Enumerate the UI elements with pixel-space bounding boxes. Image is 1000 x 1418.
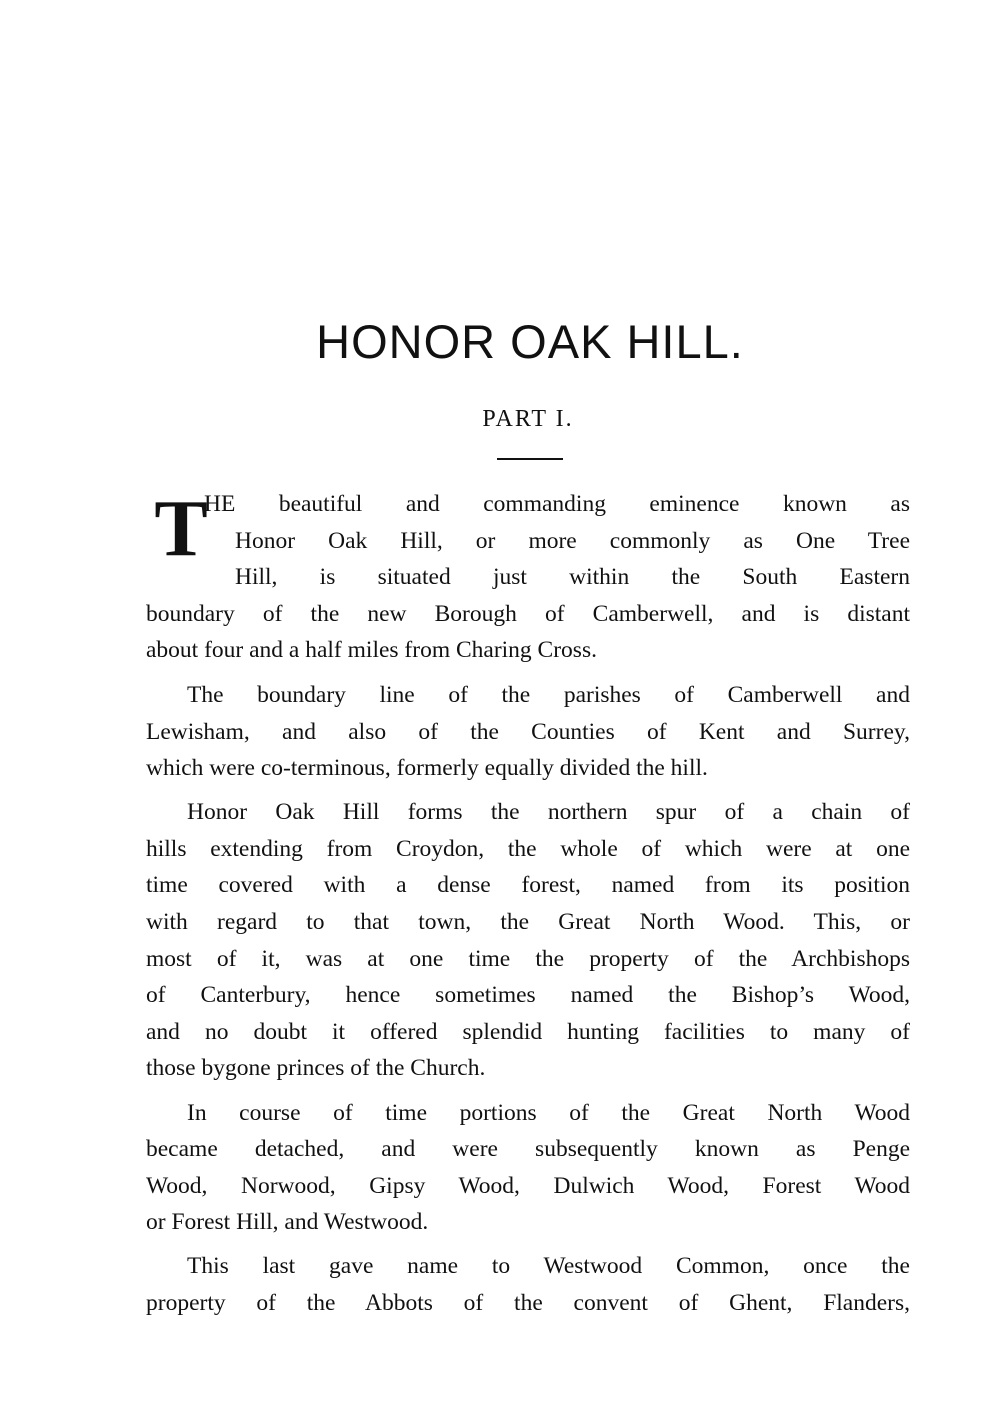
text-line: about four and a half miles from Charing Cross. [146, 637, 597, 664]
text-line: Lewisham, and also of the Counties of Kent and Surrey, [146, 718, 910, 745]
text-line: This last gave name to Westwood Common, once the [187, 1253, 910, 1280]
text-line: which were co-terminous, formerly equally divided the hill. [146, 755, 708, 782]
paragraph-5 [146, 1248, 910, 1321]
text-line: property of the Abbots of the convent of Ghent, Flanders, [146, 1289, 910, 1316]
paragraph-4 [146, 1095, 910, 1241]
text-line: Wood, Norwood, Gipsy Wood, Dulwich Wood, Forest Wood [146, 1172, 910, 1199]
text-line: Hill, is situated just within the South Eastern [235, 564, 910, 591]
text-line: HE beautiful and commanding eminence known as [204, 491, 910, 517]
text-line: Honor Oak Hill, or more commonly as One Tree [235, 527, 910, 554]
paragraph-2 [146, 677, 910, 787]
text-line: with regard to that town, the Great North Wood. This, or [146, 909, 910, 936]
text-line: of Canterbury, hence sometimes named the Bishop’s Wood, [146, 982, 910, 1009]
text-line: or Forest Hill, and Westwood. [146, 1209, 429, 1236]
text-line: those bygone princes of the Church. [146, 1055, 486, 1082]
text-line: most of it, was at one time the property of the Archbishops [146, 945, 910, 972]
drop-cap: T [154, 485, 208, 573]
body-text [146, 486, 910, 1329]
text-line: time covered with a dense forest, named from its position [146, 872, 910, 899]
text-line: and no doubt it offered splendid hunting facilities to many of [146, 1018, 910, 1045]
section-divider [497, 458, 563, 460]
text-line: The boundary line of the parishes of Camberwell and [187, 681, 910, 708]
page-title: HONOR OAK HILL. [316, 315, 744, 368]
part-heading: PART I. [482, 406, 574, 432]
paragraph-1 [146, 486, 910, 669]
text-line: In course of time portions of the Great North Wood [187, 1099, 910, 1126]
text-line: became detached, and were subsequently known as Penge [146, 1136, 910, 1163]
paragraph-3 [146, 794, 910, 1087]
text-line: hills extending from Croydon, the whole of which were at one [146, 835, 910, 862]
text-line: Honor Oak Hill forms the northern spur of a chain of [187, 799, 910, 826]
text-line: boundary of the new Borough of Camberwell, and is distant [146, 600, 910, 627]
